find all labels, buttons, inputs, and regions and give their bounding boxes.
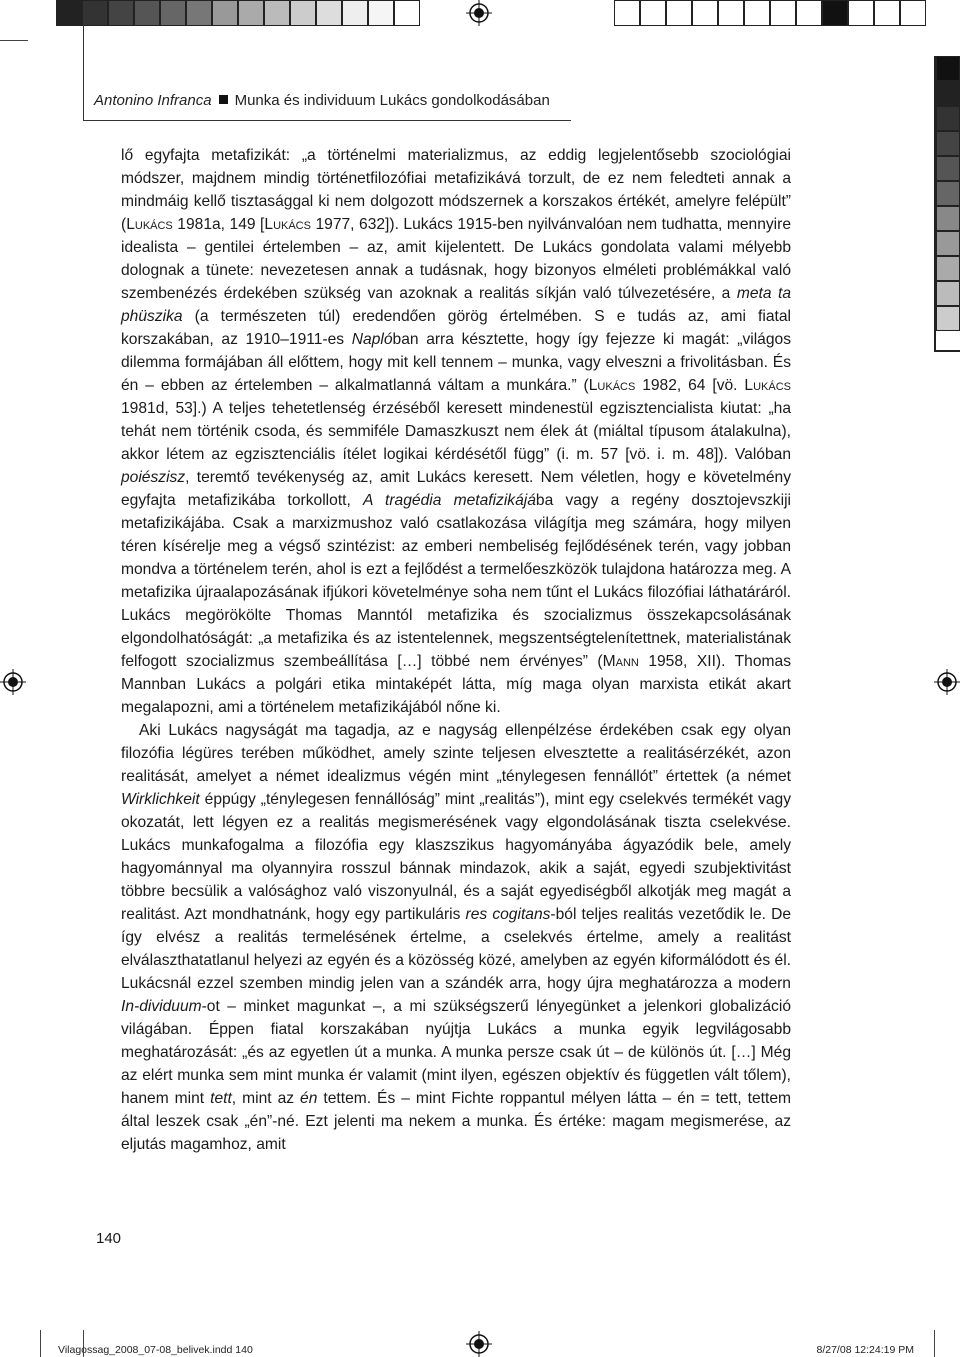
header-rule bbox=[83, 120, 571, 121]
crop-mark bbox=[40, 1330, 41, 1357]
calibration-swatch bbox=[936, 81, 960, 106]
calibration-swatch bbox=[936, 56, 960, 81]
square-bullet-icon bbox=[219, 95, 228, 104]
calibration-swatch bbox=[874, 0, 900, 26]
paragraph: lő egyfajta metafizikát: „a történelmi materializmus, az eddig legjelentősebb szociológiai módszer, majdnem mindig történetfilozófiai metafizikává torzult, de ez nem feledteti annak a mindmáig kellő tisztasággal ki nem dolgozott módszernek a korszakos értékét, amelyre felépült” (Lukács 1981a, 149 [Lukács 1977, 632]). Lukács 1915-ben nyilvánvalóan nem tudhatta, mennyire idealista – gentilei értelemben – az, amit kijelentett. De Lukács gondolata valami mélyebb dolognak a tünete: nevezetesen annak a tudásnak, hogy bizonyos elméleti problémákkal való szembenézés érdekében szükség van azoknak a realitás síkján való túlvezetésére, a meta ta phüszika (a természeten túl) eredendően görög értelmében. S e tudás az, ami fiatal korszakában, az 1910–1911-es Naplóban arra késztette, hogy így fejezze ki magát: „világos dilemma formájában áll előttem, hogy mit kell tennem – munka, vagy elveszni a frivolitásban. És én – ebben az értelemben – alkalmatlanná váltam a munkára.” (Lukács 1982, 64 [vö. Lukács 1981d, 53].) A teljes tehetetlenség érzéséből keresett mindenestül egzisztencialista kiutat: „ha tehát nem történik csoda, és semmiféle Damaszkuszt nem élek át (miáltal típusom átalakulna), akkor létem az egzisztenciális ítélet logikai kérdésétől függ” (i. m. 57 [vö. i. m. 48]). Valóban poiészisz, teremtő tevékenység az, amit Lukács keresett. Nem véletlen, hogy e követelmény egyfajta metafizikába torkollott, A tragédia metafizikájába vagy a regény dosztojevszkiji metafizikájába. Csak a marxizmushoz való csatlakozása világítja meg számára, hogy milyen téren kísérelje meg a végső szintézist: az emberi nembeliség fejlődésének terén, vagy jobban mondva a történelem terén, ahol is ezt a fejlődést a termelőeszközök tulajdona határozza meg. A metafizika újraalapozásának ifjúkori követelménye soha nem tűnt el Lukács filozófiai láthatáráról. Lukács megörökölte Thomas Manntól metafizika és szocializmus összekapcsolásának elgondolhatóságát: „a metafizika és az istentelennek, megszentségtelenítettnek, materialistának felfogott szocializmus szembeállítása […] többé nem érvényes” (Mann 1958, XII). Thomas Mannban Lukács a polgári etika mintaképét látta, míg maga olyan marxista etikát akart megalapozni, ami a történelem metafizikájából nőne ki. bbox=[121, 147, 792, 716]
calibration-swatch bbox=[212, 0, 238, 26]
calibration-swatch bbox=[936, 206, 960, 231]
calibration-swatch bbox=[936, 306, 960, 331]
calibration-swatch bbox=[718, 0, 744, 26]
calibration-swatch bbox=[936, 181, 960, 206]
calibration-swatch bbox=[316, 0, 342, 26]
calibration-swatch bbox=[82, 0, 108, 26]
calibration-swatch bbox=[264, 0, 290, 26]
header-margin-rule bbox=[83, 20, 84, 121]
calibration-swatch bbox=[822, 0, 848, 26]
crop-mark bbox=[0, 40, 28, 41]
calibration-swatch bbox=[186, 0, 212, 26]
color-calibration-bar-side bbox=[936, 56, 960, 331]
calibration-swatch bbox=[936, 256, 960, 281]
running-header bbox=[94, 92, 574, 109]
calibration-swatch bbox=[692, 0, 718, 26]
calibration-swatch bbox=[936, 156, 960, 181]
calibration-swatch bbox=[770, 0, 796, 26]
calibration-swatch bbox=[796, 0, 822, 26]
header-author: Antonino Infranca bbox=[94, 92, 212, 109]
calibration-swatch bbox=[936, 281, 960, 306]
calibration-swatch bbox=[56, 0, 82, 26]
calibration-swatch bbox=[640, 0, 666, 26]
calibration-swatch bbox=[394, 0, 420, 26]
calibration-swatch bbox=[936, 231, 960, 256]
color-calibration-bar-right bbox=[614, 0, 926, 26]
registration-mark-top-icon bbox=[466, 0, 492, 26]
calibration-swatch bbox=[134, 0, 160, 26]
slug-date: 8/27/08 12:24:19 PM bbox=[816, 1344, 914, 1356]
registration-mark-left-icon bbox=[0, 669, 26, 695]
calibration-swatch bbox=[160, 0, 186, 26]
calibration-swatch bbox=[342, 0, 368, 26]
slug-filename: Vilagossag_2008_07-08_belivek.indd 140 bbox=[58, 1344, 253, 1356]
body-text bbox=[121, 144, 791, 1156]
calibration-swatch bbox=[848, 0, 874, 26]
calibration-swatch bbox=[368, 0, 394, 26]
calibration-swatch bbox=[666, 0, 692, 26]
calibration-swatch bbox=[936, 131, 960, 156]
calibration-swatch bbox=[614, 0, 640, 26]
calibration-swatch bbox=[108, 0, 134, 26]
paragraph: Aki Lukács nagyságát ma tagadja, az e nagyság ellenpélzése érdekében csak egy olyan filozófia légüres terében működhet, amely szinte teljesen elvesztette a realitásérzékét, azon realitását, amelyet a német idealizmus végén mint „ténylegesen fennállót” értettek (a német Wirklichkeit éppúgy „ténylegesen fennállóság” mint „realitás”), mint egy cselekvés termékét vagy okozatát, lett légyen ez a realitás megismerésének vagy elgondolásának tiszta cselekvése. Lukács munkafogalma a filozófia egy klaszszikus hagyományába ágyazódik bele, amely hagyománnyal ma olyannyira rosszul bánnak mindazok, akik a saját, egyedi szubjektivitást többre becsülik a valósághoz való viszonyulnál, és a saját egyediségből alkotják meg magát a realitást. Azt mondhatnánk, hogy egy partikuláris res cogitans-ból teljes realitás vezetődik le. De így elvész a realitás termelésének értelme, a cselekvés értelme, amely a realitást elválaszthatatlanul helyezi az egyén és a közösség közé, amelyben az egyén kiformálódott és él. Lukácsnál ezzel szemben mindig jelen van a szándék arra, hogy újra meghatározza a modern In-dividuum-ot – minket magunkat –, a mi szükségszerű lényegünket a jelenkori globalizáció világában. Éppen fiatal korszakában nyújtja Lukács a munka egyik legvilágosabb meghatározását: „és az egyetlen út a munka. A munka persze csak út – de különös út. […] Még az elért munka sem mint munka ér valamit (mint ilyen, egészen objektív és független vált tőlem), hanem mint tett, mint az én tettem. És – mint Fichte roppantul mélyen látta – én = tett, tettem által leszek csak „én”-né. Ezt jelenti ma nekem a munka. És értéke: magam megismerése, az eljutás magamhoz, amit bbox=[121, 722, 792, 1153]
calibration-swatch bbox=[900, 0, 926, 26]
calibration-swatch bbox=[936, 106, 960, 131]
crop-mark bbox=[934, 1330, 935, 1357]
registration-mark-bottom-icon bbox=[466, 1331, 492, 1357]
page-number: 140 bbox=[96, 1230, 122, 1247]
header-title: Munka és individuum Lukács gondolkodásában bbox=[234, 92, 550, 109]
calibration-swatch bbox=[290, 0, 316, 26]
calibration-swatch bbox=[744, 0, 770, 26]
color-calibration-bar-left bbox=[56, 0, 420, 26]
registration-mark-right-icon bbox=[934, 669, 960, 695]
calibration-swatch bbox=[238, 0, 264, 26]
